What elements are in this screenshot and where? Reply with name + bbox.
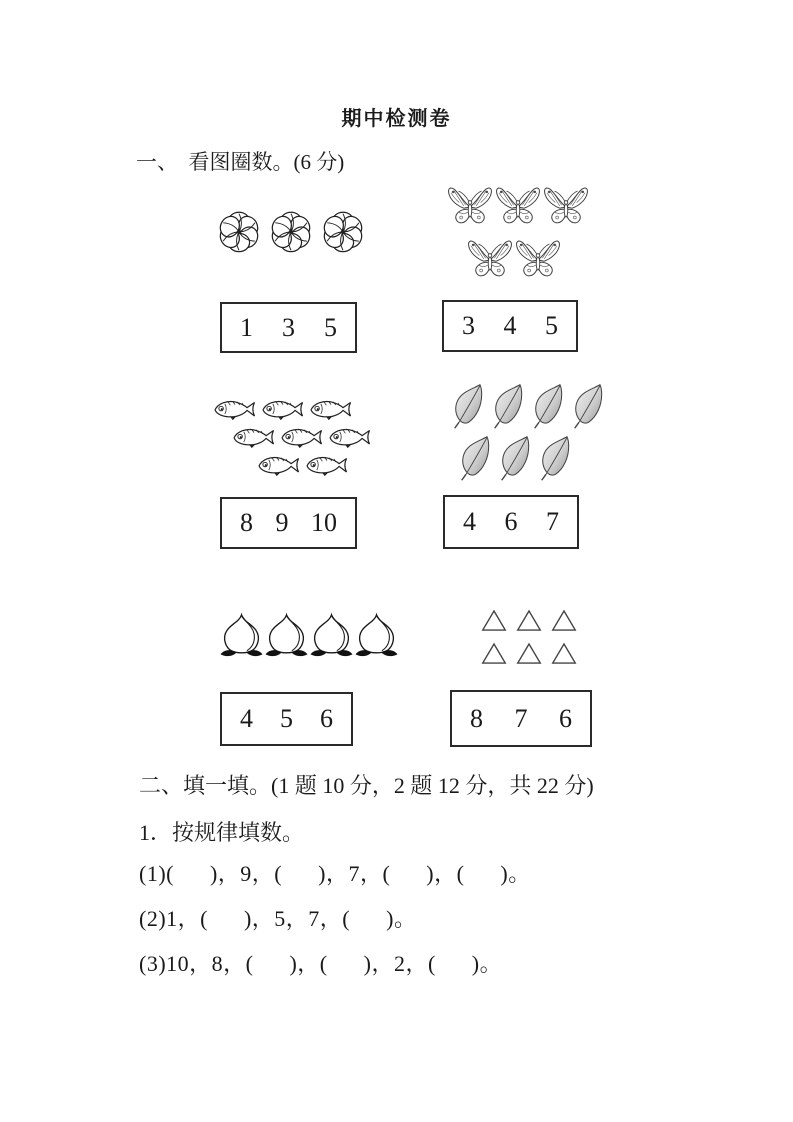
peach-icon (220, 610, 263, 661)
leaf-icon (457, 435, 496, 482)
answer-box-flowers (220, 302, 357, 353)
flower-icon (318, 205, 368, 257)
option-value: 9 (275, 508, 289, 537)
flower-icon (266, 205, 316, 257)
answer-box-butterflies (442, 300, 578, 352)
page-title: 期中检测卷 (341, 108, 452, 130)
option-value: 3 (462, 311, 475, 340)
butterflies-picture (447, 181, 589, 284)
option-value: 5 (324, 312, 337, 342)
triangle-icon (516, 609, 542, 632)
fill-line-2: (2)1，( )，5，7，( )。 (139, 906, 417, 931)
fill-line-3: (3)10，8，( )，( )，2，( )。 (139, 951, 503, 976)
leaf-icon (497, 435, 536, 482)
answer-box-fish (220, 497, 357, 549)
option-value: 5 (545, 311, 558, 340)
fish-icon (231, 424, 278, 450)
fish-icon (212, 396, 259, 422)
fish-icon (256, 452, 303, 478)
butterfly-icon (447, 181, 493, 231)
peach-icon (355, 610, 398, 661)
flowers-picture (214, 205, 368, 257)
leaf-icon (450, 383, 489, 430)
triangles-picture (481, 609, 577, 665)
option-value: 1 (240, 312, 253, 342)
option-value: 6 (559, 703, 572, 733)
flower-icon (214, 205, 264, 257)
butterfly-icon (543, 181, 589, 231)
leaf-icon (570, 383, 609, 430)
option-value: 6 (320, 704, 333, 733)
triangle-icon (516, 642, 542, 665)
leaf-icon (490, 383, 529, 430)
fish-icon (304, 452, 351, 478)
fill-line-1: (1)( )，9，( )，7，( )，( )。 (139, 861, 531, 886)
section2-heading: 二、填一填。(1 题 10 分，2 题 12 分，共 22 分) (139, 773, 594, 798)
triangle-icon (551, 609, 577, 632)
option-value: 4 (240, 704, 253, 733)
option-value: 3 (282, 312, 295, 342)
butterfly-icon (495, 181, 541, 231)
leaf-icon (530, 383, 569, 430)
triangle-icon (481, 609, 507, 632)
fish-icon (308, 396, 355, 422)
option-value: 8 (470, 703, 483, 733)
butterfly-icon (515, 234, 561, 284)
answer-box-leaves (443, 495, 579, 549)
peaches-picture (220, 610, 398, 661)
option-value: 4 (503, 311, 517, 340)
option-value: 6 (504, 507, 518, 536)
option-value: 4 (463, 507, 476, 536)
option-value: 8 (240, 508, 253, 537)
section2-question1-label: 1．按规律填数。 (139, 820, 305, 845)
option-value: 10 (311, 508, 337, 537)
triangle-icon (551, 642, 577, 665)
leaf-icon (537, 435, 576, 482)
peach-icon (265, 610, 308, 661)
option-value: 7 (514, 703, 528, 733)
answer-box-triangles (450, 690, 592, 747)
fish-icon (279, 424, 326, 450)
peach-icon (310, 610, 353, 661)
option-value: 5 (280, 704, 293, 733)
section1-heading: 一、 看图圈数。(6 分) (136, 150, 345, 174)
fish-icon (327, 424, 374, 450)
fish-icon (260, 396, 307, 422)
leaves-picture (450, 383, 609, 482)
fish-picture (212, 396, 374, 478)
triangle-icon (481, 642, 507, 665)
butterfly-icon (467, 234, 513, 284)
answer-box-peaches (220, 692, 353, 746)
option-value: 7 (546, 507, 559, 536)
